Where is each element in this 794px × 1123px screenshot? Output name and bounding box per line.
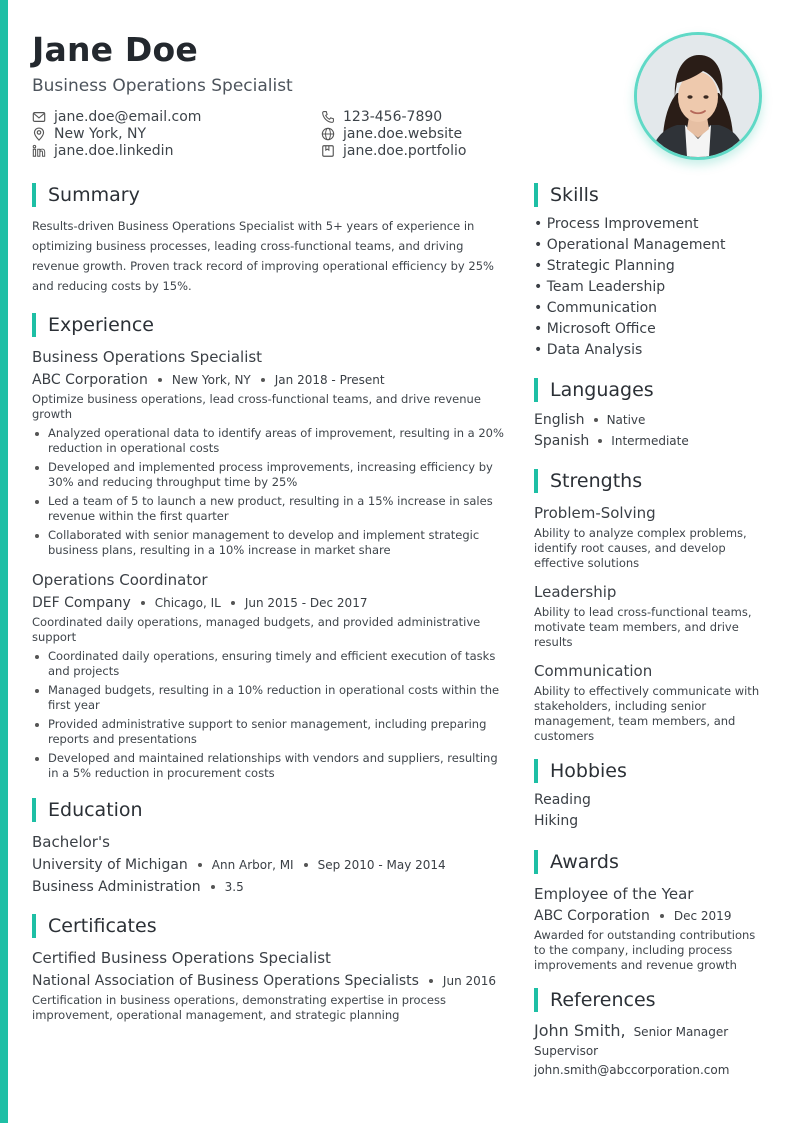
education-degree: Bachelor's xyxy=(32,833,110,851)
job-meta xyxy=(32,595,508,611)
certificate-meta xyxy=(32,973,508,989)
achievement-item: Led a team of 5 to launch a new product, resulting in a 15% increase in sales revenue within the first quarter xyxy=(32,494,508,524)
summary-heading xyxy=(32,182,508,208)
contact-info xyxy=(32,108,592,159)
achievement-item: Collaborated with senior management to develop and implement strategic business plans, resulting in a 10% increase in market share xyxy=(32,528,508,558)
languages-list xyxy=(534,409,764,451)
education-gpa: 3.5 xyxy=(224,880,244,894)
contact-portfolio-text: jane.doe.portfolio xyxy=(343,142,467,159)
profile-portrait xyxy=(637,35,759,157)
job-achievements xyxy=(32,649,508,781)
certificates-heading-text: Certificates xyxy=(48,915,157,937)
separator-dot xyxy=(211,885,215,889)
languages-section xyxy=(534,377,764,451)
award-meta xyxy=(534,908,764,924)
job-description: Coordinated daily operations, managed budgets, and provided administrative support xyxy=(32,615,481,644)
separator-dot xyxy=(660,914,664,918)
contact-email-text: jane.doe@email.com xyxy=(54,108,202,125)
job-achievements xyxy=(32,426,508,558)
globe-icon xyxy=(321,127,335,141)
skill-item: • Process Improvement xyxy=(534,216,699,232)
section-marker xyxy=(534,469,538,493)
contact-linkedin-text: jane.doe.linkedin xyxy=(54,142,174,159)
experience-heading-text: Experience xyxy=(48,314,154,336)
contact-location xyxy=(32,125,321,142)
separator-dot xyxy=(261,378,265,382)
contact-website-text: jane.doe.website xyxy=(343,125,463,142)
awards-heading xyxy=(534,849,764,875)
contact-website[interactable] xyxy=(321,125,592,142)
job-role: Business Operations Specialist xyxy=(32,348,263,366)
achievement-item: Coordinated daily operations, ensuring timely and efficient execution of tasks and projects xyxy=(32,649,508,679)
strength-item xyxy=(534,662,764,744)
certificate-description: Certification in business operations, demonstrating expertise in process improvement, operational management, and strategic planning xyxy=(32,993,446,1022)
separator-dot xyxy=(141,601,145,605)
reference-name-row xyxy=(534,1021,764,1040)
references-section xyxy=(534,987,764,1077)
candidate-name: Jane Doe xyxy=(32,30,198,69)
reference-relation: Supervisor xyxy=(534,1044,599,1058)
strength-text: Ability to analyze complex problems, identify root causes, and develop effective solutions xyxy=(534,526,747,570)
section-marker xyxy=(32,914,36,938)
contact-email[interactable] xyxy=(32,108,321,125)
job-description: Optimize business operations, lead cross-functional teams, and drive revenue growth xyxy=(32,392,481,421)
summary-heading-text: Summary xyxy=(48,184,140,206)
section-marker xyxy=(32,798,36,822)
separator-dot xyxy=(594,418,598,422)
award-org: ABC Corporation xyxy=(534,908,650,924)
education-field-row xyxy=(32,879,508,895)
references-heading xyxy=(534,987,764,1013)
education-section xyxy=(32,797,508,895)
achievement-item: Developed and implemented process improvements, increasing efficiency by 30% and reducing throughput time by 25% xyxy=(32,460,508,490)
hobbies-list xyxy=(534,790,764,832)
skill-item: • Team Leadership xyxy=(534,279,666,295)
hobbies-heading-text: Hobbies xyxy=(550,760,627,782)
hobbies-section xyxy=(534,758,764,832)
job-company: DEF Company xyxy=(32,595,131,611)
section-marker xyxy=(534,850,538,874)
languages-heading-text: Languages xyxy=(550,379,654,401)
separator-dot xyxy=(304,863,308,867)
separator-dot xyxy=(158,378,162,382)
language-name: Spanish xyxy=(534,432,590,449)
skill-item: • Data Analysis xyxy=(534,342,643,358)
job-entry xyxy=(32,571,508,781)
experience-section xyxy=(32,312,508,781)
section-marker xyxy=(534,183,538,207)
awards-section xyxy=(534,849,764,973)
skills-heading xyxy=(534,182,764,208)
experience-heading xyxy=(32,312,508,338)
certificate-date: Jun 2016 xyxy=(442,974,497,988)
certificate-name: Certified Business Operations Specialist xyxy=(32,949,331,967)
education-heading-text: Education xyxy=(48,799,143,821)
job-dates: Jun 2015 - Dec 2017 xyxy=(244,596,368,610)
job-entry xyxy=(32,348,508,558)
section-marker xyxy=(534,378,538,402)
reference-name: John Smith, xyxy=(534,1021,626,1040)
certificates-heading xyxy=(32,913,508,939)
skill-item: • Operational Management xyxy=(534,237,726,253)
skills-list xyxy=(534,214,764,361)
job-role: Operations Coordinator xyxy=(32,571,208,589)
separator-dot xyxy=(231,601,235,605)
language-level: Intermediate xyxy=(611,433,689,448)
education-location: Ann Arbor, MI xyxy=(211,858,294,872)
skill-item: • Microsoft Office xyxy=(534,321,656,337)
contact-linkedin[interactable] xyxy=(32,142,321,159)
strengths-heading-text: Strengths xyxy=(550,470,643,492)
languages-heading xyxy=(534,377,764,403)
language-name: English xyxy=(534,411,585,428)
skills-section xyxy=(534,182,764,361)
achievement-item: Developed and maintained relationships with vendors and suppliers, resulting in a 5% reduction in procurement costs xyxy=(32,751,508,781)
side-column xyxy=(534,182,764,1077)
skills-heading-text: Skills xyxy=(550,184,599,206)
language-level: Native xyxy=(606,412,646,427)
contact-phone[interactable] xyxy=(321,108,592,125)
education-field: Business Administration xyxy=(32,879,201,895)
strength-title: Problem-Solving xyxy=(534,504,656,522)
reference-email[interactable]: john.smith@abccorporation.com xyxy=(534,1063,730,1077)
accent-bar xyxy=(0,0,8,1123)
phone-icon xyxy=(321,110,335,124)
strength-text: Ability to lead cross-functional teams, motivate team members, and drive results xyxy=(534,605,752,649)
job-company: ABC Corporation xyxy=(32,372,148,388)
skill-item: • Communication xyxy=(534,300,658,316)
location-icon xyxy=(32,127,46,141)
main-column xyxy=(32,182,508,1023)
achievement-item: Managed budgets, resulting in a 10% reduction in operational costs within the first year xyxy=(32,683,508,713)
skill-item: • Strategic Planning xyxy=(534,258,675,274)
references-heading-text: References xyxy=(550,989,656,1011)
section-marker xyxy=(32,183,36,207)
award-text: Awarded for outstanding contributions to the company, including process improvements and revenue growth xyxy=(534,928,756,972)
candidate-title: Business Operations Specialist xyxy=(32,76,293,96)
job-dates: Jan 2018 - Present xyxy=(274,373,385,387)
job-location: New York, NY xyxy=(171,373,251,387)
hobbies-heading xyxy=(534,758,764,784)
contact-location-text: New York, NY xyxy=(54,125,147,142)
strength-title: Leadership xyxy=(534,583,617,601)
email-icon xyxy=(32,110,46,124)
strengths-section xyxy=(534,468,764,744)
education-meta xyxy=(32,857,508,873)
section-marker xyxy=(32,313,36,337)
award-title: Employee of the Year xyxy=(534,885,694,903)
summary-text: Results-driven Business Operations Specialist with 5+ years of experience in optimizing business processes, leading cross-functional teams, and driving revenue growth. Proven track record of improving operational efficiency by 25% and reducing costs by 15%. xyxy=(32,219,494,293)
hobby-item: Hiking xyxy=(534,813,579,829)
achievement-item: Provided administrative support to senior management, including preparing reports and presentations xyxy=(32,717,508,747)
contact-portfolio[interactable] xyxy=(321,142,592,159)
education-school: University of Michigan xyxy=(32,857,188,873)
summary-section xyxy=(32,182,508,296)
strength-text: Ability to effectively communicate with stakeholders, including senior management, team members, and customers xyxy=(534,684,760,743)
linkedin-icon xyxy=(32,144,46,158)
award-date: Dec 2019 xyxy=(673,909,732,923)
strengths-heading xyxy=(534,468,764,494)
portfolio-icon xyxy=(321,144,335,158)
strength-title: Communication xyxy=(534,662,653,680)
section-marker xyxy=(534,988,538,1012)
job-location: Chicago, IL xyxy=(154,596,221,610)
language-item xyxy=(534,409,764,430)
language-item xyxy=(534,430,764,451)
hobby-item: Reading xyxy=(534,792,591,808)
separator-dot xyxy=(429,979,433,983)
strength-item xyxy=(534,583,764,650)
awards-heading-text: Awards xyxy=(550,851,619,873)
achievement-item: Analyzed operational data to identify areas of improvement, resulting in a 20% reduction in operational costs xyxy=(32,426,508,456)
contact-phone-text: 123-456-7890 xyxy=(343,108,443,125)
section-marker xyxy=(534,759,538,783)
separator-dot xyxy=(198,863,202,867)
education-dates: Sep 2010 - May 2014 xyxy=(317,858,446,872)
separator-dot xyxy=(598,439,602,443)
certificates-section xyxy=(32,913,508,1023)
education-heading xyxy=(32,797,508,823)
job-meta xyxy=(32,372,508,388)
certificate-issuer: National Association of Business Operations Specialists xyxy=(32,973,419,989)
strength-item xyxy=(534,504,764,571)
profile-photo xyxy=(634,32,762,160)
reference-position: Senior Manager xyxy=(633,1025,729,1039)
